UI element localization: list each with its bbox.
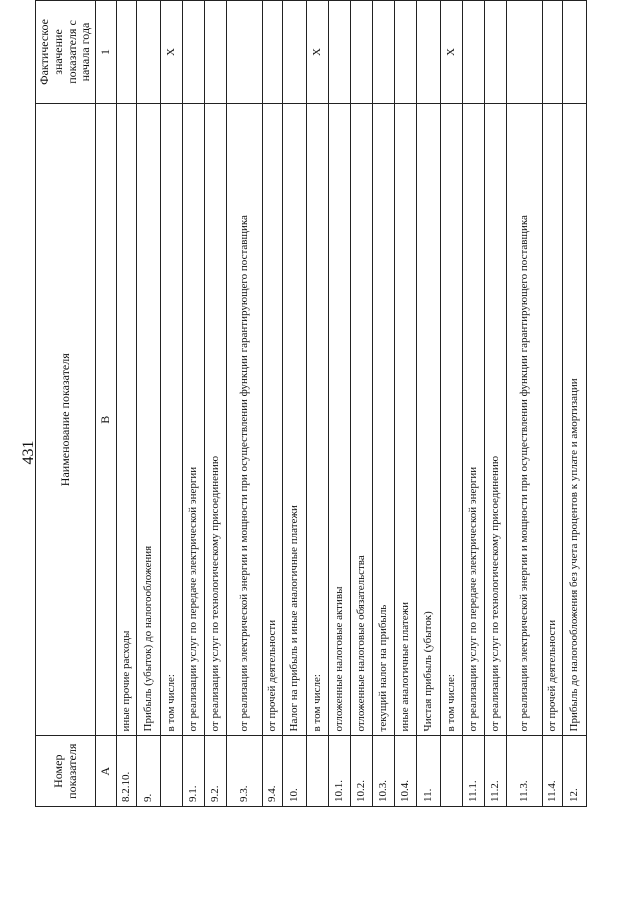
row-name: в том числе:: [307, 103, 329, 735]
row-name: от реализации услуг по технологическому присоединению: [485, 103, 507, 735]
row-number: 11.1.: [463, 736, 485, 807]
row-number: 10.3.: [373, 736, 395, 807]
row-value: [263, 1, 283, 104]
row-number: 11.: [417, 736, 441, 807]
row-number: [161, 736, 183, 807]
table-row: [563, 1, 587, 807]
table-row: [543, 1, 563, 807]
letter-value: 1: [96, 1, 117, 104]
table-row: [395, 1, 417, 807]
table-row: [117, 1, 137, 807]
row-value: [395, 1, 417, 104]
row-name: от реализации электрической энергии и мощности при осуществлении функции гарантирующего поставщика: [507, 103, 543, 735]
row-value: [507, 1, 543, 104]
row-name: от прочей деятельности: [543, 103, 563, 735]
row-number: 12.: [563, 736, 587, 807]
row-value: X: [161, 1, 183, 104]
row-value: X: [307, 1, 329, 104]
table-row: [307, 1, 329, 807]
row-value: [183, 1, 205, 104]
row-number: 10.4.: [395, 736, 417, 807]
row-number: 9.4.: [263, 736, 283, 807]
table-row: [507, 1, 543, 807]
row-number: 10.1.: [329, 736, 351, 807]
row-number: 9.2.: [205, 736, 227, 807]
letter-number: А: [96, 736, 117, 807]
row-value: [543, 1, 563, 104]
row-value: [137, 1, 161, 104]
row-number: 9.1.: [183, 736, 205, 807]
table-row: [161, 1, 183, 807]
page-number: 431: [20, 440, 37, 465]
row-number: 11.3.: [507, 736, 543, 807]
row-value: [205, 1, 227, 104]
row-name: в том числе:: [161, 103, 183, 735]
table-row: [417, 1, 441, 807]
row-value: [117, 1, 137, 104]
table-row: [137, 1, 161, 807]
row-name: Прибыль до налогообложения без учета процентов к уплате и амортизации: [563, 103, 587, 735]
row-number: [307, 736, 329, 807]
column-letters-row: [96, 1, 117, 807]
header-name: Наименование показателя: [36, 103, 96, 735]
row-number: 9.3.: [227, 736, 263, 807]
table-row: [485, 1, 507, 807]
table-body: [117, 1, 587, 807]
row-number: 10.2.: [351, 736, 373, 807]
row-number: 11.2.: [485, 736, 507, 807]
table-row: [183, 1, 205, 807]
table-row: [227, 1, 263, 807]
row-number: 11.4.: [543, 736, 563, 807]
table-header-row: [36, 1, 96, 807]
row-name: иные аналогичные платежи: [395, 103, 417, 735]
row-name: отложенные налоговые активы: [329, 103, 351, 735]
header-value: Фактическое значение показателя с начала года: [36, 1, 96, 104]
row-name: Чистая прибыль (убыток): [417, 103, 441, 735]
table-row: [283, 1, 307, 807]
header-number: Номер показателя: [36, 736, 96, 807]
row-number: [441, 736, 463, 807]
row-name: Прибыль (убыток) до налогообложения: [137, 103, 161, 735]
row-name: Налог на прибыль и иные аналогичные платежи: [283, 103, 307, 735]
row-value: [485, 1, 507, 104]
row-name: от реализации услуг по технологическому присоединению: [205, 103, 227, 735]
row-value: [227, 1, 263, 104]
table-row: [205, 1, 227, 807]
row-name: от реализации электрической энергии и мощности при осуществлении функции гарантирующего поставщика: [227, 103, 263, 735]
row-value: [463, 1, 485, 104]
table-row: [441, 1, 463, 807]
row-number: 9.: [137, 736, 161, 807]
row-value: [351, 1, 373, 104]
row-value: [283, 1, 307, 104]
table-row: [351, 1, 373, 807]
table-row: [329, 1, 351, 807]
row-name: иные прочие расходы: [117, 103, 137, 735]
row-value: [417, 1, 441, 104]
row-number: 10.: [283, 736, 307, 807]
row-value: [373, 1, 395, 104]
table-row: [263, 1, 283, 807]
row-name: текущий налог на прибыль: [373, 103, 395, 735]
row-name: от реализации услуг по передаче электрической энергии: [183, 103, 205, 735]
row-value: [563, 1, 587, 104]
row-value: X: [441, 1, 463, 104]
table-row: [463, 1, 485, 807]
row-name: отложенные налоговые обязательства: [351, 103, 373, 735]
row-value: [329, 1, 351, 104]
letter-name: В: [96, 103, 117, 735]
row-name: в том числе:: [441, 103, 463, 735]
table-row: [373, 1, 395, 807]
row-name: от прочей деятельности: [263, 103, 283, 735]
row-name: от реализации услуг по передаче электрической энергии: [463, 103, 485, 735]
indicators-table: [35, 0, 587, 807]
row-number: 8.2.10.: [117, 736, 137, 807]
